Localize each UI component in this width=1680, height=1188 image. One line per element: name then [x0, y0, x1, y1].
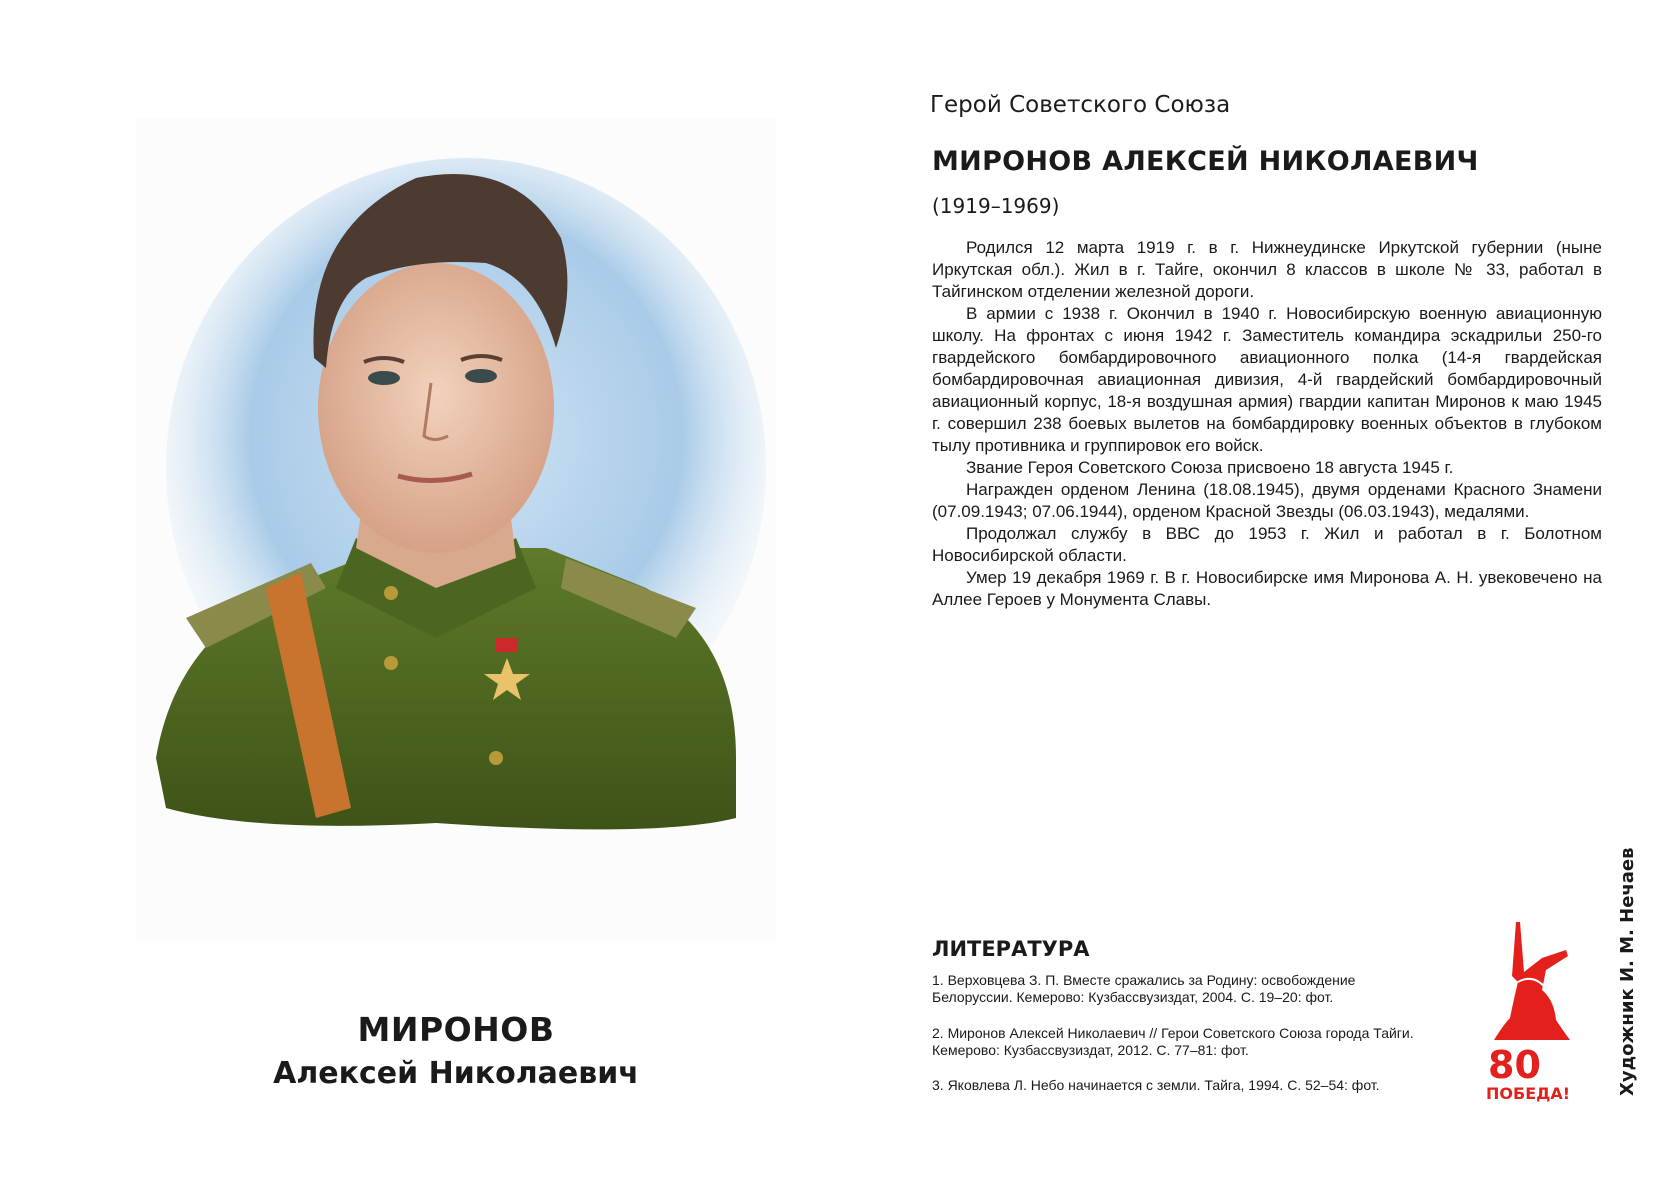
- bio-paragraph: Звание Героя Советского Союза присвоено 18 августа 1945 г.: [966, 458, 1454, 477]
- artist-credit: Художник И. М. Нечаев: [1617, 847, 1638, 1096]
- victory-80-logo-icon: [1484, 920, 1580, 1102]
- caption-given-names: Алексей Николаевич: [273, 1056, 639, 1091]
- literature-item: 1. Верховцева З. П. Вместе сражались за Родину: освобождение Белоруссии. Кемерово: Кузбассвузиздат, 2004. С. 19–20: фот.: [932, 972, 1356, 1005]
- bio-paragraph: В армии с 1938 г. Окончил в 1940 г. Новосибирскую военную авиационную школу. На фронтах с июня 1942 г. Заместитель командира эскадрильи 250-го гвардейского бомбардировочного авиационного полка (14-я гвардейская бомбардировочная авиационная дивизия, 4-й гвардейский бомбардировочный авиационный корпус, 18-я воздушная армия) гвардии капитан Миронов к маю 1945 г. совершил 238 боевых вылетов на бомбардировку военных объектов в глубоком тылу противника и группировок его войск.: [932, 304, 1602, 455]
- literature-list: [932, 972, 1432, 1113]
- literature-heading: ЛИТЕРАТУРА: [932, 937, 1090, 961]
- portrait: [136, 118, 776, 943]
- hero-subtitle: Герой Советского Союза: [930, 92, 1231, 118]
- page-title: МИРОНОВ АЛЕКСЕЙ НИКОЛАЕВИЧ: [932, 146, 1479, 177]
- logo-word: ПОБЕДА!: [1486, 1084, 1571, 1102]
- soldier-portrait-icon: [136, 118, 776, 943]
- bio-paragraph: Родился 12 марта 1919 г. в г. Нижнеудинске Иркутской губернии (ныне Иркутская обл.). Жил в г. Тайге, окончил 8 классов в школе № 33, работал в Тайгинском отделении железной дороги.: [932, 238, 1602, 301]
- literature-item: 2. Миронов Алексей Николаевич // Герои Советского Союза города Тайги. Кемерово: Кузбассвузиздат, 2012. С. 77–81: фот.: [932, 1025, 1414, 1058]
- logo-number: 80: [1488, 1043, 1541, 1087]
- portrait-caption: [136, 1008, 776, 1096]
- bio-paragraph: Награжден орденом Ленина (18.08.1945), двумя орденами Красного Знамени (07.09.1943; 07.06.1944), орденом Красной Звезды (06.03.1943), медалями.: [932, 480, 1602, 521]
- caption-surname: МИРОНОВ: [357, 1010, 555, 1049]
- bio-paragraph: Умер 19 декабря 1969 г. В г. Новосибирске имя Миронова А. Н. увековечено на Аллее Героев у Монумента Славы.: [932, 568, 1602, 609]
- biography: [932, 237, 1602, 611]
- victory-80-logo: [1484, 920, 1580, 1102]
- life-years: (1919–1969): [932, 194, 1060, 218]
- literature-item: 3. Яковлева Л. Небо начинается с земли. Тайга, 1994. С. 52–54: фот.: [932, 1077, 1380, 1093]
- bio-paragraph: Продолжал службу в ВВС до 1953 г. Жил и работал в г. Болотном Новосибирской области.: [932, 524, 1602, 565]
